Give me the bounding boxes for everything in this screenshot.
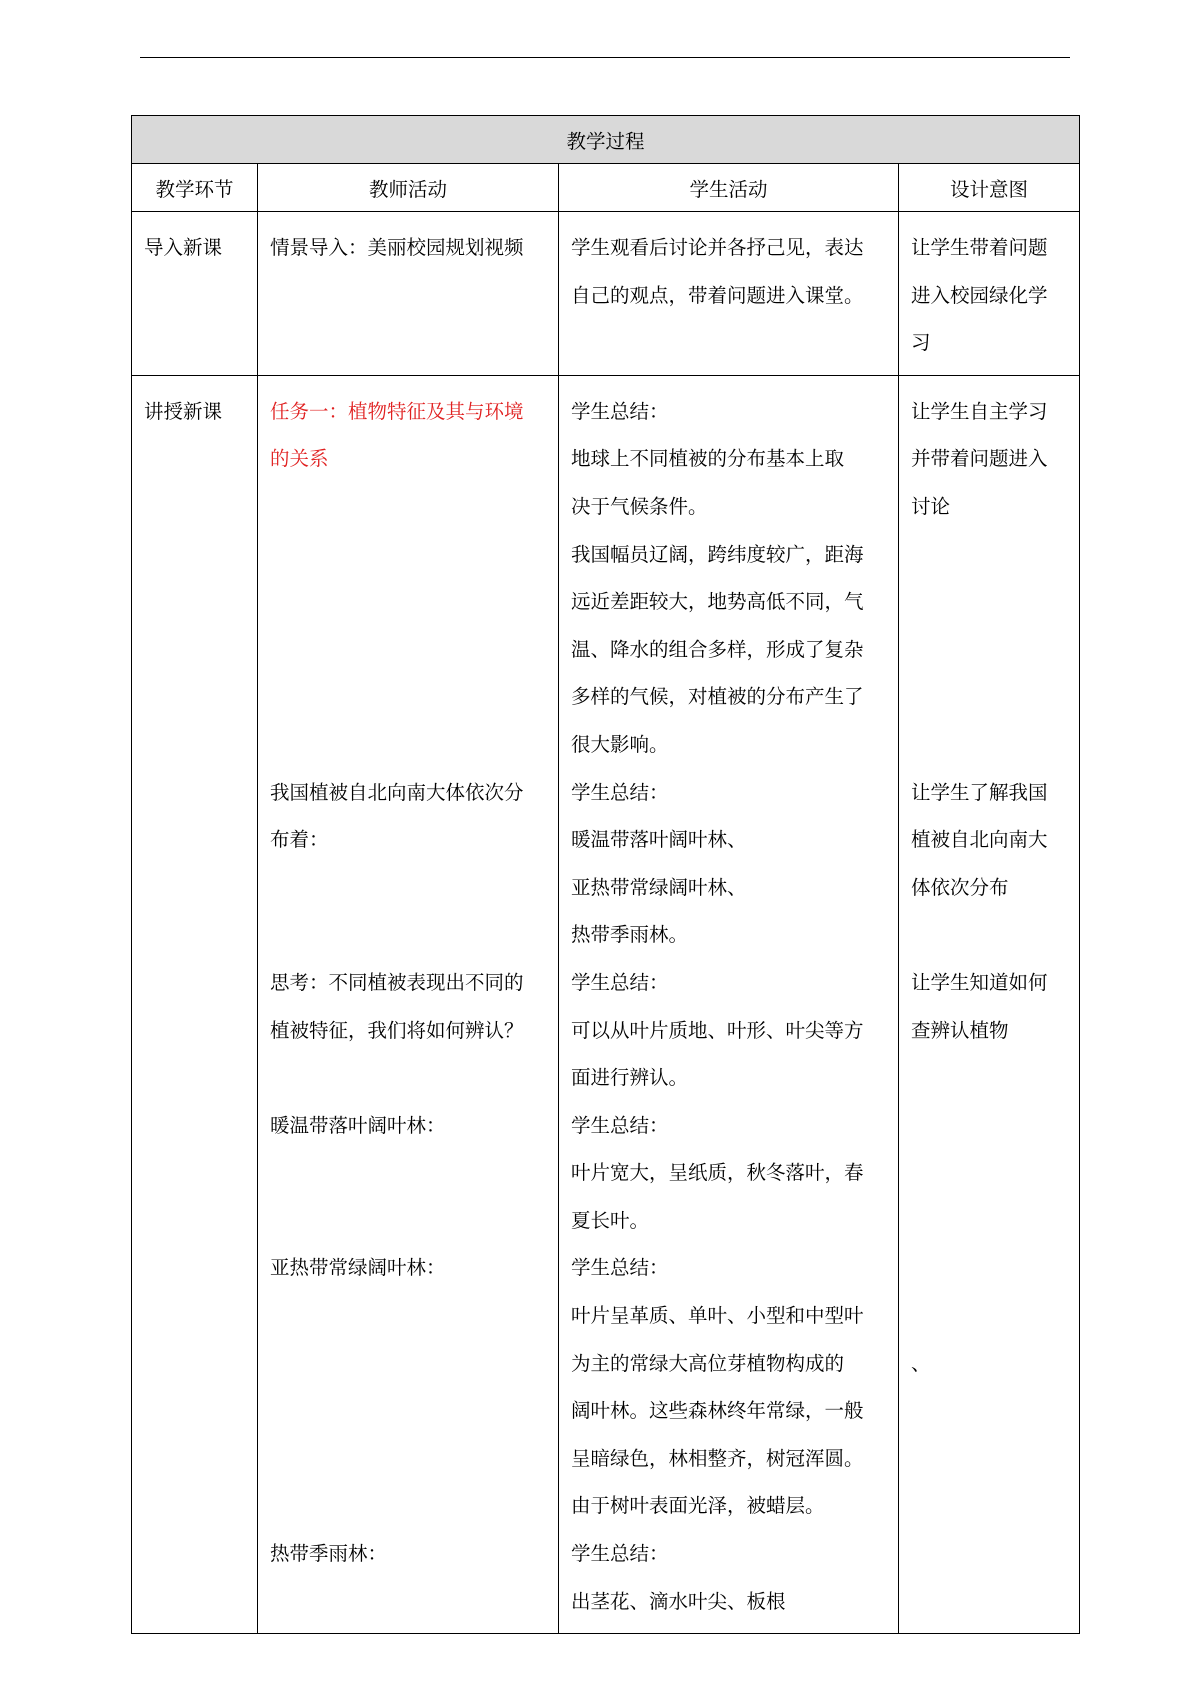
lecture-teacher-cell <box>258 375 559 1633</box>
student-line: 面进行辨认。 <box>571 1066 689 1090</box>
teacher-line: 暖温带落叶阔叶林： <box>270 1113 446 1137</box>
column-header-teacher: 教师活动 <box>258 164 559 212</box>
intent-line: 、 <box>911 1351 931 1375</box>
intent-line: 让学生了解我国 <box>911 780 1048 804</box>
student-line: 阔叶林。这些森林终年常绿，一般 <box>571 1399 864 1423</box>
column-header-stage: 教学环节 <box>132 164 258 212</box>
header-row <box>132 164 1080 212</box>
student-line: 由于树叶表面光泽，被蜡层。 <box>571 1494 825 1518</box>
student-line: 学生总结： <box>571 780 669 804</box>
title-row <box>132 116 1080 164</box>
task-one-heading: 任务一：植物特征及其与环境 <box>270 399 524 423</box>
intent-line: 体依次分布 <box>911 875 1009 899</box>
student-line: 学生总结： <box>571 1256 669 1280</box>
teacher-line: 植被特征，我们将如何辨认？ <box>270 1018 524 1042</box>
intro-student-cell <box>559 212 899 376</box>
student-line: 出茎花、滴水叶尖、板根 <box>571 1589 786 1613</box>
teacher-line: 思考：不同植被表现出不同的 <box>270 970 524 994</box>
student-line: 叶片呈革质、单叶、小型和中型叶 <box>571 1304 864 1328</box>
student-line: 远近差距较大，地势高低不同，气 <box>571 590 864 614</box>
table-title: 教学过程 <box>132 116 1080 164</box>
intent-line: 植被自北向南大 <box>911 828 1048 852</box>
teacher-line: 热带季雨林： <box>270 1542 388 1566</box>
intro-row <box>132 212 1080 376</box>
intro-intent-line: 进入校园绿化学 <box>911 283 1048 307</box>
student-line: 亚热带常绿阔叶林、 <box>571 875 747 899</box>
student-line: 很大影响。 <box>571 732 669 756</box>
lecture-stage-label: 讲授新课 <box>144 399 223 423</box>
student-line: 暖温带落叶阔叶林、 <box>571 828 747 852</box>
header-rule <box>140 57 1070 58</box>
student-line: 夏长叶。 <box>571 1208 650 1232</box>
student-line: 热带季雨林。 <box>571 923 689 947</box>
intro-intent-line: 让学生带着问题 <box>911 236 1048 259</box>
teacher-line: 亚热带常绿阔叶林： <box>270 1256 446 1280</box>
column-header-student: 学生活动 <box>559 164 899 212</box>
intro-stage-cell <box>132 212 258 376</box>
intro-teacher-text: 情景导入：美丽校园规划视频 <box>270 236 524 259</box>
student-line: 学生总结： <box>571 970 669 994</box>
intro-teacher-cell <box>258 212 559 376</box>
teacher-line: 我国植被自北向南大体依次分 <box>270 780 524 804</box>
student-line: 决于气候条件。 <box>571 494 708 518</box>
lecture-stage-cell <box>132 375 258 1633</box>
intent-line: 让学生自主学习 <box>911 399 1048 423</box>
student-line: 叶片宽大，呈纸质，秋冬落叶，春 <box>571 1161 864 1185</box>
intent-line: 查辨认植物 <box>911 1018 1009 1042</box>
student-line: 可以从叶片质地、叶形、叶尖等方 <box>571 1018 864 1042</box>
intent-line: 让学生知道如何 <box>911 970 1048 994</box>
intro-stage-label: 导入新课 <box>144 236 223 259</box>
student-line: 学生总结： <box>571 1113 669 1137</box>
intent-line: 并带着问题进入 <box>911 447 1048 471</box>
teacher-line: 布着： <box>270 828 329 852</box>
student-line: 学生总结： <box>571 399 669 423</box>
lecture-intent-cell <box>899 375 1080 1633</box>
intro-intent-cell <box>899 212 1080 376</box>
student-line: 多样的气候，对植被的分布产生了 <box>571 685 864 709</box>
student-line: 为主的常绿大高位芽植物构成的 <box>571 1351 845 1375</box>
lecture-row <box>132 375 1080 1633</box>
lesson-process-table <box>131 115 1080 1634</box>
task-one-heading-cont: 的关系 <box>270 447 329 471</box>
intro-student-line: 自己的观点，带着问题进入课堂。 <box>571 283 864 307</box>
student-line: 呈暗绿色，林相整齐，树冠浑圆。 <box>571 1446 864 1470</box>
intro-student-line: 学生观看后讨论并各抒己见，表达 <box>571 236 864 259</box>
student-line: 我国幅员辽阔，跨纬度较广，距海 <box>571 542 864 566</box>
intent-line: 讨论 <box>911 494 951 518</box>
student-line: 地球上不同植被的分布基本上取 <box>571 447 845 471</box>
column-header-intent: 设计意图 <box>899 164 1080 212</box>
lecture-student-cell <box>559 375 899 1633</box>
intro-intent-line: 习 <box>911 331 931 355</box>
student-line: 温、降水的组合多样，形成了复杂 <box>571 637 864 661</box>
student-line: 学生总结： <box>571 1542 669 1566</box>
